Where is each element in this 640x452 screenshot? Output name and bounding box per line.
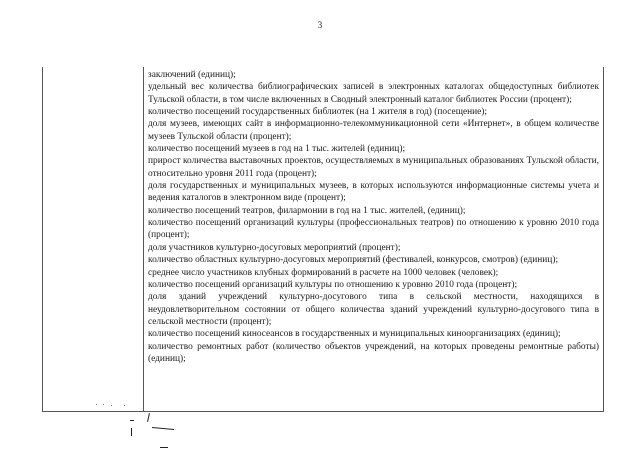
scan-mark — [131, 428, 132, 436]
list-item: количество ремонтных работ (количество объектов учреждений, на которых проведены ремонтные работы) (единиц); — [148, 341, 599, 364]
list-item: удельный вес количества библиографических записей в электронных каталогах общедоступных библиотек Тульской области, в том числе включенных в Сводный электронный каталог библиотек России (процент); — [148, 82, 599, 105]
list-item: среднее число участников клубных формирований в расчете на 1000 человек (человек); — [148, 267, 499, 278]
scan-mark — [111, 405, 112, 406]
page-number: 3 — [317, 20, 323, 30]
list-item: доля музеев, имеющих сайт в информационно-телекоммуникационной сети «Интернет», в общем количестве музеев Тульской области (процент); — [148, 119, 599, 142]
list-item: прирост количества выставочных проектов, осуществляемых в муниципальных образованиях Тульской области, относительно уровня 2011 года (процент); — [148, 156, 599, 179]
scan-mark — [152, 427, 174, 430]
scan-mark — [147, 413, 150, 422]
scan-mark — [124, 405, 125, 406]
list-item: количество посещений театров, филармонии в год на 1 тыс. жителей, (единиц); — [148, 205, 466, 216]
list-item: количество посещений государственных библиотек (на 1 жителя в год) (посещение); — [148, 107, 488, 118]
list-item: заключений (единиц); — [148, 70, 236, 80]
list-item: доля участников культурно-досуговых мероприятий (процент); — [148, 242, 401, 253]
table-column-divider — [143, 67, 144, 412]
list-item: доля государственных и муниципальных музеев, в которых используются информационные системы учета и ведения каталогов в электронном виде (процент); — [148, 181, 599, 204]
scan-mark — [103, 404, 104, 405]
scan-mark — [96, 404, 97, 405]
scan-mark — [160, 447, 168, 448]
list-item: количество посещений музеев в год на 1 тыс. жителей (единиц); — [148, 144, 406, 155]
list-item: доля зданий учреждений культурно-досугового типа в сельской местности, находящихся в неудовлетворительном состоянии от общего количества зданий учреждений культурно-досугового типа в сельской местности (процент); — [148, 292, 599, 327]
list-item: количество посещений организаций культуры по отношению к уровню 2010 года (процент); — [148, 279, 518, 290]
list-item: количество областных культурно-досуговых мероприятий (фестивалей, конкурсов, смотров) (единиц); — [148, 255, 559, 266]
indicator-list — [148, 69, 599, 365]
list-item: количество посещений организаций культуры (профессиональных театров) по отношению к уровню 2010 года (процент); — [148, 218, 599, 241]
list-item: количество посещений киносеансов в государственных и муниципальных киноорганизациях (единиц); — [148, 329, 561, 340]
scan-mark — [130, 420, 134, 421]
